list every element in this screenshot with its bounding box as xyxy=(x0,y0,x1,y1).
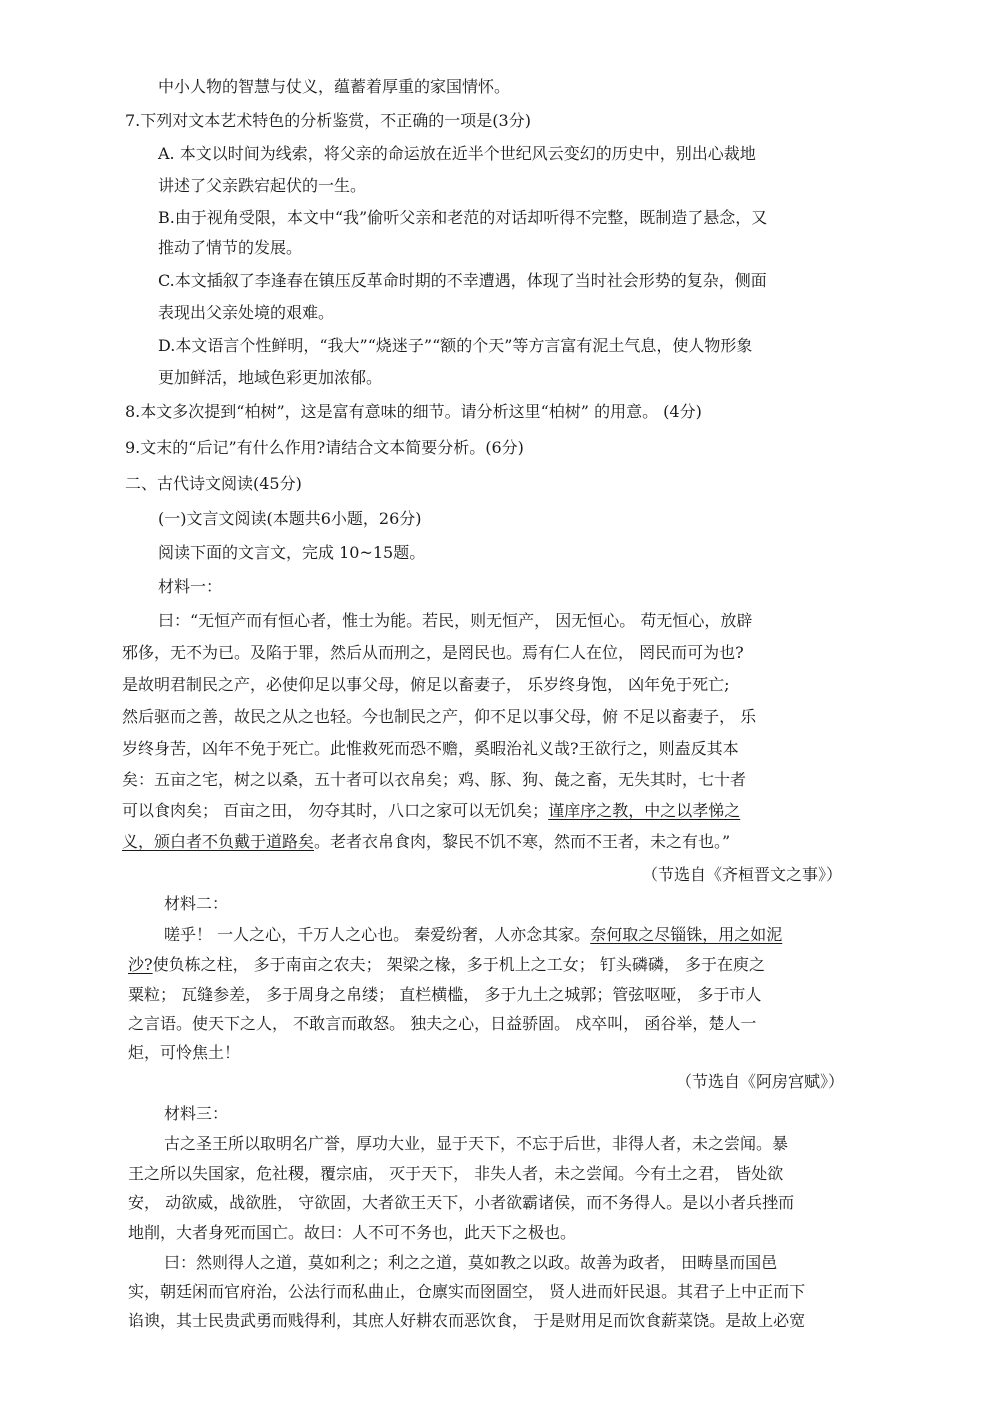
q7-option-b-line1: B.由于视角受限，本文中“我”偷听父亲和老范的对话却听得不完整，既制造了悬念，又 xyxy=(158,208,768,227)
material3-line: 王之所以失国家，危社稷，覆宗庙， 灭于天下， 非失人者，未之尝闻。今有土之君， 皆处欲 xyxy=(128,1164,784,1183)
material1-line: 岁终身苦，凶年不免于死亡。此惟救死而恐不赡，奚暇治礼义哉?王欲行之，则盍反其本 xyxy=(122,739,739,758)
underlined-sentence: 奈何取之尽锱铢，用之如泥 xyxy=(590,925,783,944)
material3-line: 谄谀，其士民贵武勇而贱得利，其庶人好耕农而恶饮食， 于是财用足而饮食薪菜饶。是故上必宽 xyxy=(128,1311,806,1330)
q7-option-c-line1: C.本文插叙了李逢春在镇压反革命时期的不幸遭遇，体现了当时社会形势的复杂，侧面 xyxy=(158,271,767,290)
material1-line: 然后驱而之善，故民之从之也轻。今也制民之产，仰不足以事父母，俯 不足以畜妻子， 乐 xyxy=(122,707,757,726)
material3-line: 曰：然则得人之道，莫如利之；利之之道，莫如教之以政。故善为政者， 田畴垦而国邑 xyxy=(164,1253,778,1272)
section-heading-classical: 二、古代诗文阅读(45分) xyxy=(125,474,302,493)
q7-option-d-line2: 更加鲜活，地域色彩更加浓郁。 xyxy=(158,368,383,387)
question6-tail: 中小人物的智慧与仗义，蕴蓄着厚重的家国情怀。 xyxy=(158,77,511,96)
subsection-heading: (一)文言文阅读(本题共6小题，26分) xyxy=(158,509,422,528)
material2-source: （节选自《阿房宫赋》） xyxy=(675,1072,844,1091)
q7-option-c-line2: 表现出父亲处境的艰难。 xyxy=(158,303,335,322)
material1-line: 可以食肉矣； 百亩之田， 勿夺其时，八口之家可以无饥矣；谨庠序之教，中之以孝悌之 xyxy=(122,801,741,820)
material3-line: 古之圣王所以取明名广誉，厚功大业，显于天下，不忘于后世，非得人者，未之尝闻。暴 xyxy=(164,1134,789,1153)
material1-line: 是故明君制民之产，必使仰足以事父母，俯足以畜妻子， 乐岁终身饱， 凶年免于死亡; xyxy=(122,675,730,694)
material2-line: 嗟乎！ 一人之心，千万人之心也。 秦爱纷奢，人亦念其家。奈何取之尽锱铢，用之如泥 xyxy=(164,925,783,944)
underlined-sentence: 义，颁白者不负戴于道路矣 xyxy=(122,832,315,851)
q7-option-a-line2: 讲述了父亲跌宕起伏的一生。 xyxy=(158,176,367,195)
material1-line: 曰：“无恒产而有恒心者，惟士为能。若民，则无恒产， 因无恒心。 苟无恒心，放辟 xyxy=(158,611,753,630)
material3-label: 材料三： xyxy=(164,1104,229,1123)
question8: 8.本文多次提到“柏树”，这是富有意味的细节。请分析这里“柏树” 的用意。 (4分) xyxy=(125,402,702,421)
underlined-sentence: 沙? xyxy=(128,955,153,974)
question7-stem: 7.下列对文本艺术特色的分析鉴赏，不正确的一项是(3分) xyxy=(125,111,531,130)
reading-instruction: 阅读下面的文言文，完成 10~15题。 xyxy=(158,543,426,562)
material2-line: 粟粒； 瓦缝参差， 多于周身之帛缕； 直栏横槛， 多于九土之城郭；管弦呕哑， 多于市人 xyxy=(128,985,762,1004)
material3-line: 实，朝廷闲而官府治，公法行而私曲止，仓廪实而囹圄空， 贤人进而奸民退。其君子上中正而下 xyxy=(128,1282,806,1301)
question9: 9.文末的“后记”有什么作用?请结合文本简要分析。(6分) xyxy=(125,438,524,457)
material1-line: 矣：五亩之宅，树之以桑，五十者可以衣帛矣；鸡、豚、狗、彘之畜，无失其时，七十者 xyxy=(122,770,747,789)
q7-option-d-line1: D.本文语言个性鲜明，“我大”“烧迷子”“额的个天”等方言富有泥土气息，使人物形象 xyxy=(158,336,753,355)
material1-line: 邪侈，无不为已。及陷于罪，然后从而刑之，是罔民也。焉有仁人在位， 罔民而可为也? xyxy=(122,643,744,662)
q7-option-a-line1: A. 本文以时间为线索，将父亲的命运放在近半个世纪风云变幻的历史中，别出心裁地 xyxy=(158,144,756,163)
material2-label: 材料二： xyxy=(164,894,229,913)
material1-source: （节选自《齐桓晋文之事》） xyxy=(641,865,842,884)
material1-line: 义，颁白者不负戴于道路矣。老者衣帛食肉，黎民不饥不寒，然而不王者，未之有也。” xyxy=(122,832,731,851)
material2-line: 沙?使负栋之柱， 多于南亩之农夫； 架梁之椽，多于机上之工女； 钉头磷磷， 多于在庾之 xyxy=(128,955,765,974)
material3-line: 地削，大者身死而国亡。故曰：人不可不务也，此天下之极也。 xyxy=(128,1223,577,1242)
underlined-sentence: 谨庠序之教，中之以孝悌之 xyxy=(548,801,741,820)
material3-line: 安， 动欲威，战欲胜， 守欲固，大者欲王天下，小者欲霸诸侯，而不务得人。是以小者兵挫而 xyxy=(128,1193,795,1212)
material1-label: 材料一： xyxy=(158,577,223,596)
q7-option-b-line2: 推动了情节的发展。 xyxy=(158,238,303,257)
material2-line: 炬，可怜焦土！ xyxy=(128,1043,241,1062)
material2-line: 之言语。使天下之人， 不敢言而敢怒。 独夫之心，日益骄固。 戍卒叫， 函谷举，楚人一 xyxy=(128,1014,757,1033)
